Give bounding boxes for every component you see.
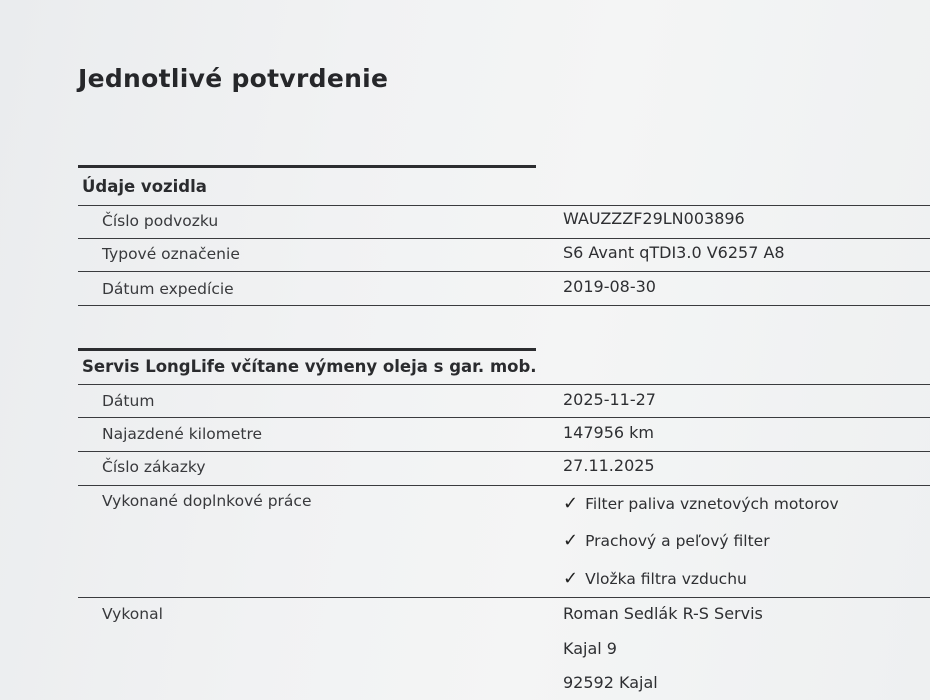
checkmark-icon: ✓ (563, 568, 579, 589)
row-divider (78, 451, 930, 452)
mileage-label: Najazdené kilometre (102, 425, 263, 443)
checkmark-icon: ✓ (563, 493, 579, 514)
checkmark-icon: ✓ (563, 530, 579, 551)
extra-work-item-text: Vložka filtra vzduchu (585, 570, 747, 588)
row-divider (78, 305, 930, 306)
page-title: Jednotlivé potvrdenie (78, 64, 389, 93)
performed-by-name: Roman Sedlák R-S Servis (563, 604, 763, 623)
row-divider (78, 238, 930, 239)
extra-work-item (563, 530, 770, 551)
chassis-number-label: Číslo podvozku (102, 212, 219, 230)
type-designation-value: S6 Avant qTDI3.0 V6257 A8 (563, 243, 785, 262)
mileage-value: 147956 km (563, 423, 655, 442)
row-divider (78, 384, 930, 385)
row-divider (78, 271, 930, 272)
performed-by-city: 92592 Kajal (563, 673, 658, 692)
row-divider (78, 485, 930, 486)
row-divider (78, 417, 930, 418)
row-divider (78, 597, 930, 598)
chassis-number-value: WAUZZZF29LN003896 (563, 209, 745, 228)
section-divider-vehicle (78, 165, 536, 168)
type-designation-label: Typové označenie (102, 245, 240, 263)
shipping-date-label: Dátum expedície (102, 280, 234, 298)
section-divider-service (78, 348, 536, 351)
service-date-label: Dátum (102, 392, 155, 410)
order-number-value: 27.11.2025 (563, 456, 655, 475)
extra-work-item-text: Filter paliva vznetových motorov (585, 495, 839, 513)
section-heading-vehicle: Údaje vozidla (82, 177, 207, 196)
extra-work-item (563, 493, 839, 514)
extra-work-label: Vykonané doplnkové práce (102, 492, 312, 510)
order-number-label: Číslo zákazky (102, 458, 206, 476)
shipping-date-value: 2019-08-30 (563, 277, 656, 296)
extra-work-item (563, 568, 747, 589)
service-date-value: 2025-11-27 (563, 390, 656, 409)
performed-by-street: Kajal 9 (563, 639, 617, 658)
performed-by-label: Vykonal (102, 605, 163, 623)
section-heading-service: Servis LongLife včítane výmeny oleja s gar. mob. (82, 357, 537, 376)
row-divider (78, 205, 930, 206)
extra-work-item-text: Prachový a peľový filter (585, 532, 770, 550)
